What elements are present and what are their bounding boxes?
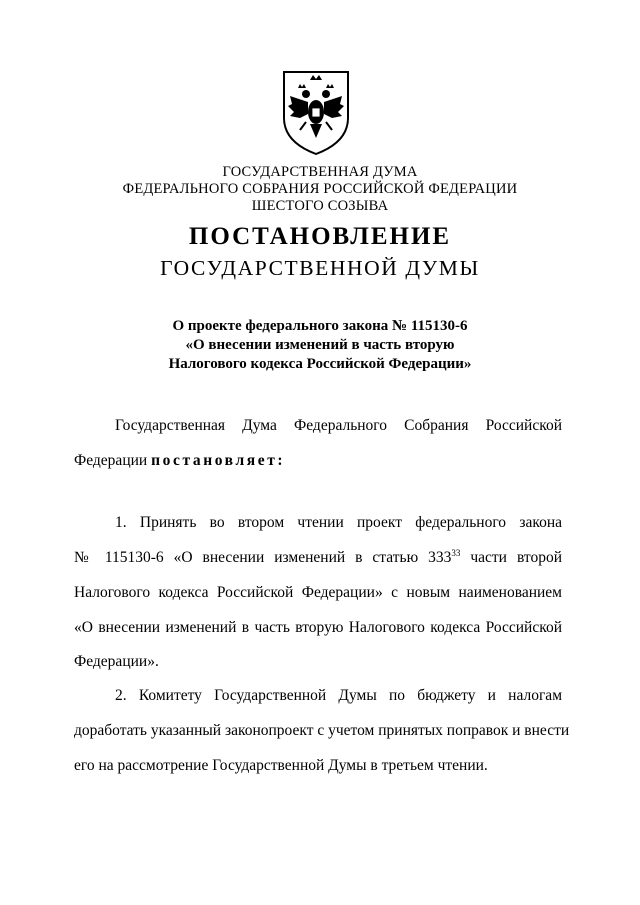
document-subtitle: ГОСУДАРСТВЕННОЙ ДУМЫ (160, 256, 480, 280)
para1-line-2 (74, 548, 562, 568)
resolution-verb: постановляет: (151, 452, 286, 469)
intro-line-2-start: Федерации (74, 452, 148, 469)
para1-line-2-end: части второй (460, 549, 562, 566)
para1-line-3: Налогового кодекса Российской Федерации» с новым наименованием (74, 584, 562, 601)
para1-line-5: Федерации». (74, 653, 159, 670)
intro-line-2 (74, 451, 562, 471)
para1-line-1: 1. Принять во втором чтении проект федерального закона (115, 514, 562, 531)
para2-line-1: 2. Комитету Государственной Думы по бюджету и налогам (115, 687, 562, 704)
subject-line-1: О проекте федерального закона № 115130-6 (172, 318, 468, 334)
para2-line-2: доработать указанный законопроект с учетом принятых поправок и внести (74, 722, 570, 739)
para1-line-2-start: № 115130-6 «О внесении изменений в статью 333 (74, 549, 452, 566)
header-line-1: ГОСУДАРСТВЕННАЯ ДУМА (222, 164, 418, 180)
subject-line-2: «О внесении изменений в часть вторую (185, 337, 455, 353)
subject-line-3: Налогового кодекса Российской Федерации» (168, 356, 472, 372)
header-line-2: ФЕДЕРАЛЬНОГО СОБРАНИЯ РОССИЙСКОЙ ФЕДЕРАЦИИ (122, 181, 518, 197)
coat-of-arms-emblem (270, 66, 362, 158)
para1-line-4: «О внесении изменений в часть вторую Налогового кодекса Российской (74, 619, 562, 636)
para2-line-3: его на рассмотрение Государственной Думы в третьем чтении. (74, 757, 488, 774)
article-superscript: 33 (451, 548, 461, 558)
header-line-3: ШЕСТОГО СОЗЫВА (251, 198, 389, 214)
document-title: ПОСТАНОВЛЕНИЕ (188, 223, 452, 250)
intro-line-1: Государственная Дума Федерального Собрания Российской (115, 417, 562, 434)
